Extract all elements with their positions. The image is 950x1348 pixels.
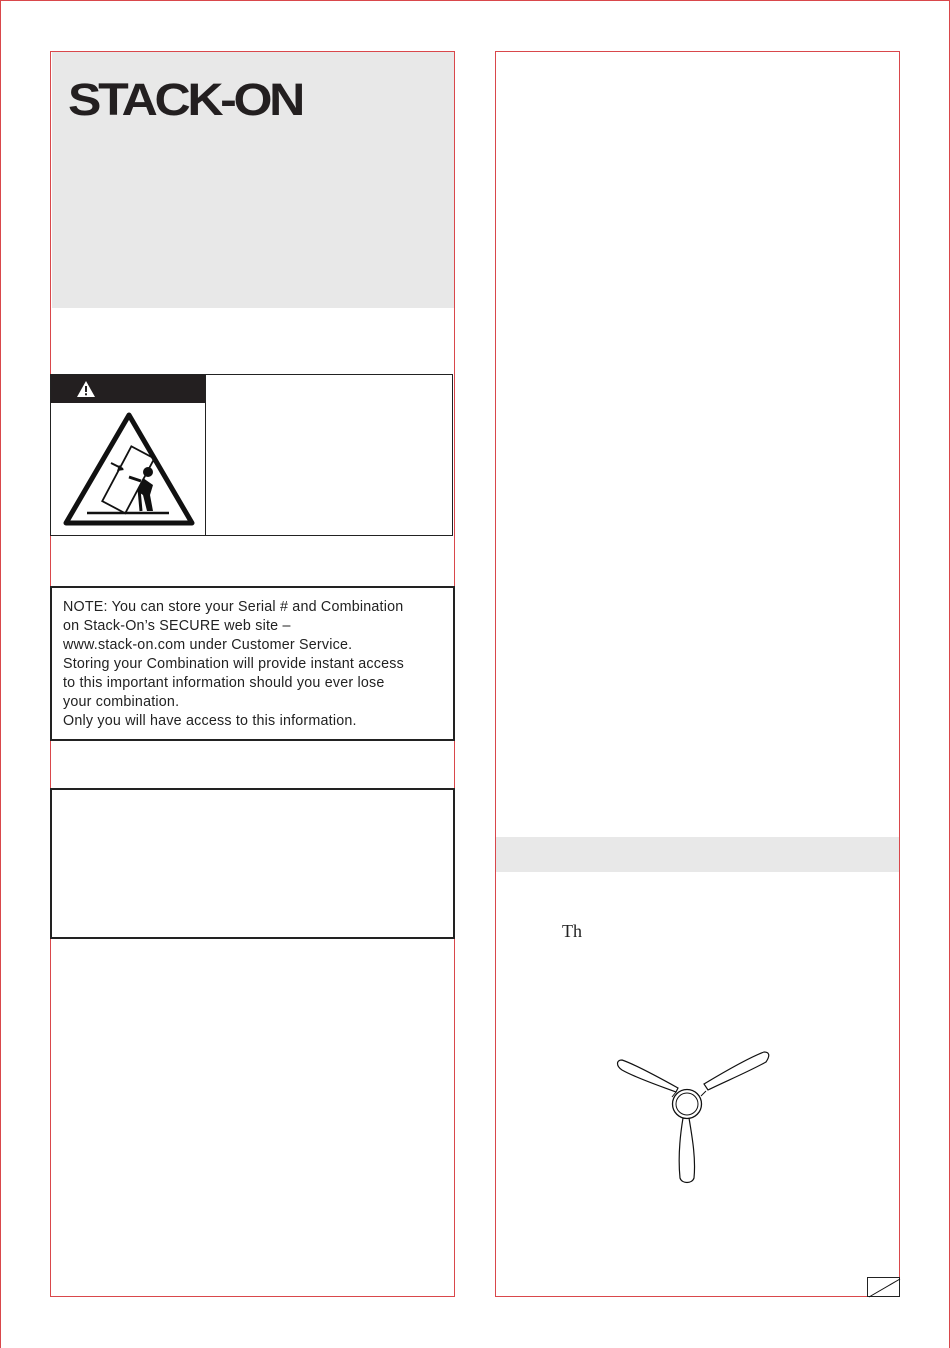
tip-over-warning-box (50, 374, 453, 536)
note-line: NOTE: You can store your Serial # and Combination (63, 599, 404, 615)
note-line: your combination. (63, 694, 180, 710)
note-line: on Stack-On’s SECURE web site – (63, 618, 291, 634)
warning-divider (205, 375, 206, 535)
note-line: Storing your Combination will provide instant access (63, 656, 404, 672)
note-line: www.stack-on.com under Customer Service. (63, 637, 353, 653)
warning-header-bar (51, 375, 205, 403)
page-left-border (0, 0, 1, 1348)
three-prong-key-handle-icon (612, 1048, 774, 1186)
stack-on-logo (68, 78, 304, 120)
page-top-border (0, 0, 950, 1)
text-fragment: Th (562, 921, 582, 941)
note-line: Only you will have access to this information. (63, 713, 357, 729)
corner-slash-mark (868, 1278, 901, 1298)
note-line: to this important information should you ever lose (63, 675, 385, 691)
section-header-band (496, 837, 899, 872)
warning-triangle-icon (77, 381, 95, 397)
svg-text:STACK-ON: STACK-ON (68, 78, 303, 120)
empty-record-box (50, 788, 455, 939)
page-corner-box (867, 1277, 900, 1297)
combination-storage-note (50, 586, 455, 741)
tip-over-hazard-icon (63, 411, 195, 527)
